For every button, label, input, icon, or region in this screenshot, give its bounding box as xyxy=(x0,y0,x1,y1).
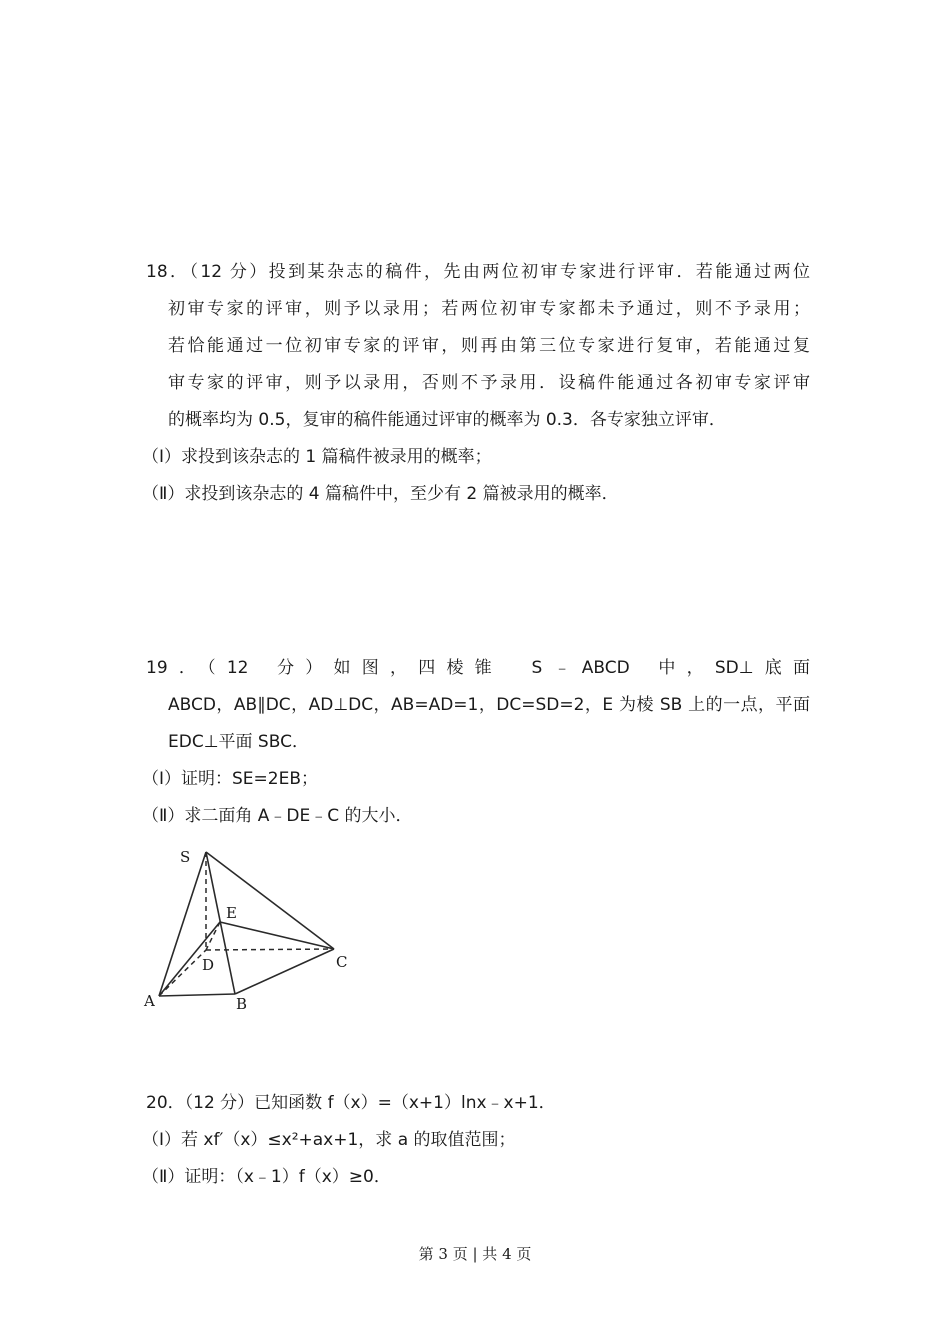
vertex-label-E: E xyxy=(226,904,237,922)
problem-text-line: 的概率均为 0.5，复审的稿件能通过评审的概率为 0.3．各专家独立评审． xyxy=(168,410,726,430)
vertex-label-A: A xyxy=(144,992,155,1010)
pyramid-figure xyxy=(142,846,354,1016)
vertex-label-C: C xyxy=(336,953,348,971)
problem-text-line: ABCD，AB∥DC，AD⊥DC，AB=AD=1，DC=SD=2，E 为棱 SB 上的一点，平面 xyxy=(168,695,810,715)
problem-part: （Ⅰ）若 xf′（x）≤x²+ax+1，求 a 的取值范围； xyxy=(142,1130,516,1150)
edge-SA xyxy=(159,852,206,996)
edge-DC xyxy=(206,949,334,950)
problem-part: （Ⅰ）证明：SE=2EB； xyxy=(142,769,319,789)
problem-text-line: 18．（12 分）投到某杂志的稿件，先由两位初审专家进行评审．若能通过两位 xyxy=(146,262,810,282)
problem-text-line: 19．（12 分）如图，四棱锥 S﹣ABCD 中，SD⊥底面 xyxy=(146,658,810,678)
problem-text-line: 初审专家的评审，则予以录用；若两位初审专家都未予通过，则不予录用； xyxy=(168,299,810,319)
vertex-label-S: S xyxy=(180,848,191,866)
problem-part: （Ⅱ）求投到该杂志的 4 篇稿件中，至少有 2 篇被录用的概率． xyxy=(142,484,619,504)
problem-text-line: 20．（12 分）已知函数 f（x）=（x+1）lnx﹣x+1． xyxy=(146,1093,556,1113)
problem-text-line: 若恰能通过一位初审专家的评审，则再由第三位专家进行复审，若能通过复 xyxy=(168,336,810,356)
problem-part: （Ⅰ）求投到该杂志的 1 篇稿件被录用的概率； xyxy=(142,447,492,467)
problem-20 xyxy=(142,1085,810,1196)
problem-text-line: 审专家的评审，则予以录用，否则不予录用．设稿件能通过各初审专家评审 xyxy=(168,373,810,393)
edge-BC xyxy=(235,949,334,994)
problem-part: （Ⅱ）证明：（x﹣1）f（x）≥0． xyxy=(142,1167,391,1187)
pyramid-diagram xyxy=(142,846,354,1016)
problem-19 xyxy=(142,650,810,835)
problem-part: （Ⅱ）求二面角 A﹣DE﹣C 的大小． xyxy=(142,806,413,826)
problem-18 xyxy=(142,254,810,513)
vertex-label-D: D xyxy=(202,956,215,974)
problem-text-line: EDC⊥平面 SBC． xyxy=(168,732,309,752)
edge-AB xyxy=(159,994,235,996)
vertex-label-B: B xyxy=(236,995,248,1013)
page-footer: 第 3 页 | 共 4 页 xyxy=(418,1245,532,1263)
